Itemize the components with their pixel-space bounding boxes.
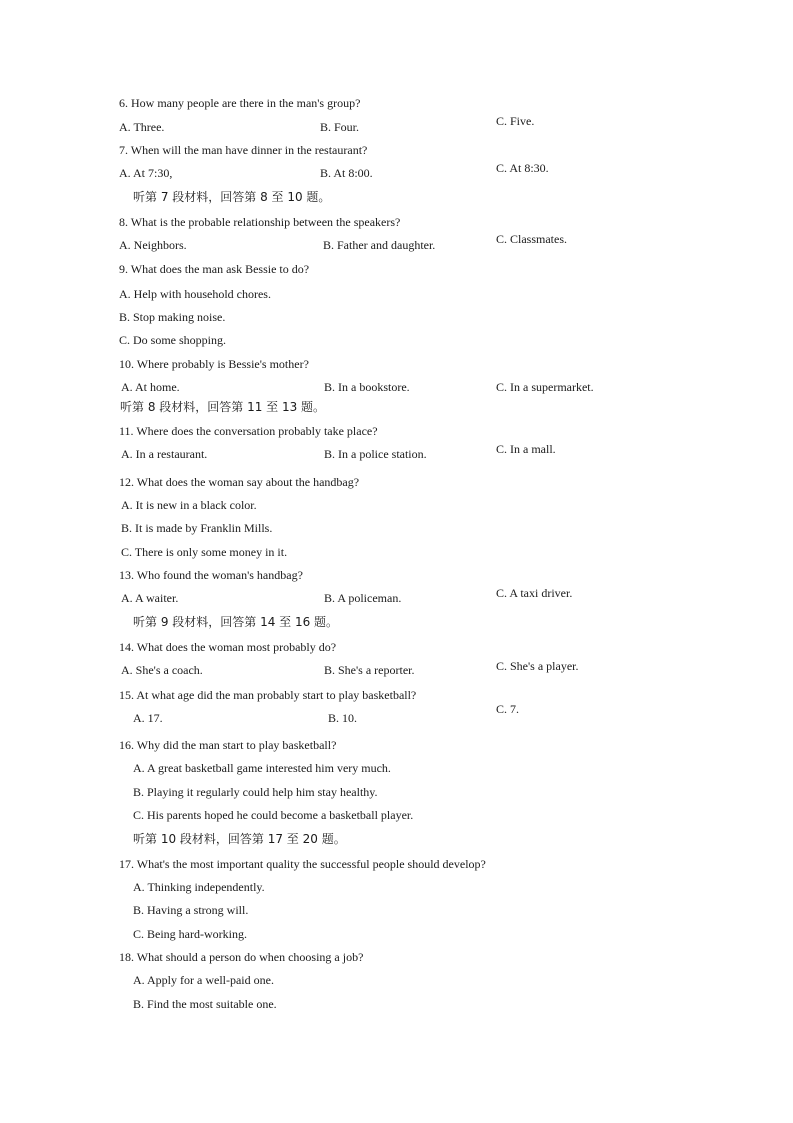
option-c: C. His parents hoped he could become a basketball player. <box>133 808 414 822</box>
option-c: C. Do some shopping. <box>119 333 227 347</box>
option-c: C. There is only some money in it. <box>121 545 288 559</box>
question-16: 16. Why did the man start to play basketball? <box>119 738 337 752</box>
option-c: C. 7. <box>496 702 520 716</box>
option-b: B. Playing it regularly could help him stay healthy. <box>133 785 378 799</box>
option-b: B. Father and daughter. <box>323 238 436 252</box>
option-a: A. It is new in a black color. <box>121 498 257 512</box>
option-c: C. Classmates. <box>496 232 567 246</box>
option-c: C. A taxi driver. <box>496 586 573 600</box>
option-a: A. At home. <box>121 380 180 394</box>
option-a: A. Thinking independently. <box>133 880 265 894</box>
option-b: B. A policeman. <box>324 591 402 605</box>
option-a: A. Help with household chores. <box>119 287 271 301</box>
option-a: A. A great basketball game interested him very much. <box>133 761 391 775</box>
option-c: C. Being hard-working. <box>133 927 247 941</box>
option-a: A. Apply for a well-paid one. <box>133 973 274 987</box>
question-13: 13. Who found the woman's handbag? <box>119 568 303 582</box>
option-b: B. Find the most suitable one. <box>133 997 277 1011</box>
section-instruction: 听第 10 段材料，回答第 17 至 20 题。 <box>133 832 346 846</box>
section-instruction: 听第 7 段材料，回答第 8 至 10 题。 <box>133 190 331 204</box>
question-12: 12. What does the woman say about the handbag? <box>119 475 360 489</box>
option-b: B. Four. <box>320 120 360 134</box>
option-b: B. She's a reporter. <box>324 663 415 677</box>
option-a: A. 17. <box>133 711 163 725</box>
question-11: 11. Where does the conversation probably take place? <box>119 424 378 438</box>
question-14: 14. What does the woman most probably do? <box>119 640 337 654</box>
question-9: 9. What does the man ask Bessie to do? <box>119 262 310 276</box>
option-c: C. At 8:30. <box>496 161 549 175</box>
option-b: B. In a police station. <box>324 447 427 461</box>
question-7: 7. When will the man have dinner in the restaurant? <box>119 143 368 157</box>
option-c: C. In a supermarket. <box>496 380 594 394</box>
question-8: 8. What is the probable relationship between the speakers? <box>119 215 401 229</box>
section-instruction: 听第 8 段材料，回答第 11 至 13 题。 <box>120 400 326 414</box>
question-10: 10. Where probably is Bessie's mother? <box>119 357 309 371</box>
option-a: A. Neighbors. <box>119 238 187 252</box>
option-a: A. At 7:30, <box>119 166 173 180</box>
option-c: C. In a mall. <box>496 442 556 456</box>
section-instruction: 听第 9 段材料，回答第 14 至 16 题。 <box>133 615 339 629</box>
option-b: B. Having a strong will. <box>133 903 249 917</box>
option-a: A. Three. <box>119 120 165 134</box>
option-b: B. In a bookstore. <box>324 380 410 394</box>
option-a: A. She's a coach. <box>121 663 203 677</box>
option-c: C. Five. <box>496 114 535 128</box>
option-b: B. At 8:00. <box>320 166 373 180</box>
question-17: 17. What's the most important quality the successful people should develop? <box>119 857 486 871</box>
question-15: 15. At what age did the man probably start to play basketball? <box>119 688 417 702</box>
question-6: 6. How many people are there in the man's group? <box>119 96 361 110</box>
option-b: B. Stop making noise. <box>119 310 226 324</box>
option-c: C. She's a player. <box>496 659 579 673</box>
option-b: B. It is made by Franklin Mills. <box>121 521 273 535</box>
option-a: A. A waiter. <box>121 591 179 605</box>
option-a: A. In a restaurant. <box>121 447 208 461</box>
question-18: 18. What should a person do when choosing a job? <box>119 950 364 964</box>
option-b: B. 10. <box>328 711 358 725</box>
